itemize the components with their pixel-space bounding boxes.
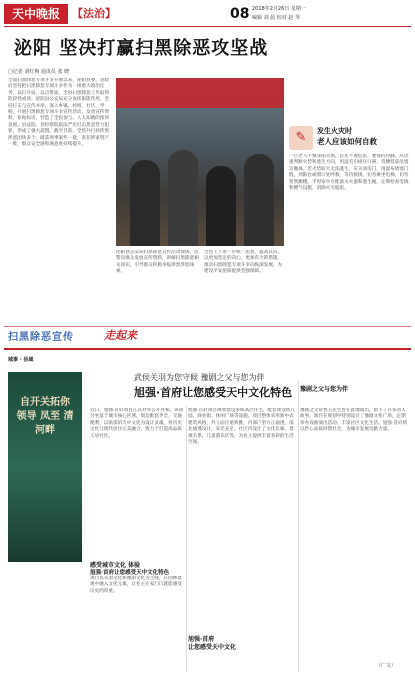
lower-column-3: 旭强·首府项目规划建设多栋高层住宅，配套建设幼儿园、商业街、休闲广场等设施。项目整体采用新中式建筑风格，外立面庄重典雅，内部户型方正通透，南北通透设计，采光充足。社区内设计了文化长廊、景观水系、儿童游乐区等，为业主提供丰富多彩的生活空间。 — [188, 408, 296, 446]
article-column-3: 全县上下进一步统一思想，提高认识，以更加坚定的决心、更加有力的措施，推动扫黑除恶专项斗争向纵深发展，为建设平安泌阳提供坚强保障。 — [204, 250, 283, 275]
sidebar-fire-tips — [289, 126, 409, 322]
photo-person — [168, 150, 198, 246]
subhead-1: 感受城市文化 体验 — [90, 562, 141, 569]
advert-text: 自开关拓你 领导 凤至 清河畔 — [16, 397, 74, 436]
band-title: 扫黑除恶宣传 — [8, 332, 74, 343]
newspaper-logo: 天中晚报 — [4, 4, 68, 24]
subhead-2: 旭强·首府让您感受天中文化特色 — [90, 570, 170, 576]
page-header — [4, 4, 411, 24]
article-deck: 武侯关羽为您守候 豫剧之父与您为伴 — [134, 373, 265, 382]
article-column-1: 全面扫黑除恶专项斗争开展以来，泌阳县委、县政府坚持把扫黑除恶专项斗争作为一项重大政治任务，以打开局，以点带面，全县扫黑除恶工作取得阶段性成效。泌阳县公安局充分发挥职能作用，坚持打击与宣传并举，深入乡镇、村组、社区、学校，开展扫黑除恶专项斗争宣传活动，发放宣传资料，张贴标语，营造了全民参与、人人知晓的浓厚氛围。县法院、县检察院依法严厉打击黑恶势力犯罪，形成了强大震慑。截至目前，全县共打掉涉黑涉恶团伙多个，破获刑事案件一批，查扣涉案资产一批，群众安全感和满意度持续提升。 — [8, 78, 110, 148]
lower-article — [4, 348, 411, 675]
pen-icon: ✎ — [289, 126, 313, 150]
subhead-5: 让您感受天中文化 — [188, 644, 237, 651]
section-label: 【法治】 — [72, 7, 116, 20]
sidebar-title-line1: 发生火灾时 — [317, 127, 352, 135]
photo-person — [244, 154, 274, 246]
lower-column-2: 项目以关羽文化和豫剧文化为主线，在园林景观中融入文化元素，让业主在家门口就能感受历史的厚重。 — [90, 576, 182, 594]
main-headline: 泌阳 坚决打赢扫黑除恶攻坚战 — [14, 38, 269, 59]
subhead-3: 豫剧之父与您为伴 — [300, 386, 349, 393]
column-divider — [298, 380, 299, 672]
advert-image — [8, 372, 82, 562]
column-divider — [186, 406, 187, 672]
sidebar-body: 一旦老人不慎身陷火场，首先不要慌张，要保持冷静。应迅速判断火势和逃生方向，用湿毛巾捂住口鼻，弯腰低姿沿墙边撤离。若火势较大无法逃生，应关闭房门，用湿布堵塞门缝，到阳台或窗口处呼救，等待救援。切勿乘坐电梯，切勿贸然跳楼。平时家中应配备灭火器和逃生绳，定期检查电线和燃气设施，消除火灾隐患。 — [289, 154, 409, 192]
article-column-2: 泌阳县公安局扫黑除恶宣传活动现场，民警向群众发放宣传资料，讲解扫黑除恶相关知识，引导群众积极举报涉黑涉恶线索。 — [116, 250, 199, 275]
band-slogan: 走起来 — [104, 329, 137, 342]
news-photo — [116, 78, 284, 246]
article-title: 旭强·首府让您感受天中文化特色 — [134, 386, 293, 399]
lower-column-4: 豫剧之父常香玉先生曾在此地演出，留下了许多动人故事。项目在规划中特别设计了豫剧文化广场，定期举办戏曲演出活动，丰富社区文化生活。旭强·首府将以匠心品质回馈社会，为城市发展贡献力量。 — [300, 408, 408, 433]
section-tag: 城事 · 县域 — [8, 357, 34, 363]
photo-banner — [116, 78, 284, 108]
header-rule — [4, 26, 411, 27]
promo-band — [4, 326, 411, 343]
page-number: 08 — [230, 6, 250, 22]
sidebar-title-line2: 老人应该如何自救 — [317, 137, 377, 146]
byline: □记者 刘红梅 通讯员 张 晓 — [8, 69, 70, 75]
editor-credits: 编辑 刘 晨 校对 赵 琴 — [252, 15, 300, 21]
photo-person — [206, 166, 236, 246]
photo-person — [130, 160, 160, 246]
subhead-4: 旭强·首府 — [188, 636, 215, 643]
lower-column-1: 近日，旭强·首府项目正式对外公开亮相。该项目坐落于城市核心区域，周边配套齐全，交通便利，以浓郁的天中文化为设计灵魂，将历史文化与现代居住完美融合，致力于打造高品质人居社区。 — [90, 408, 184, 439]
issue-date: 2018年2月26日 星期一 — [252, 6, 306, 12]
article-source: （广文） — [376, 663, 397, 669]
